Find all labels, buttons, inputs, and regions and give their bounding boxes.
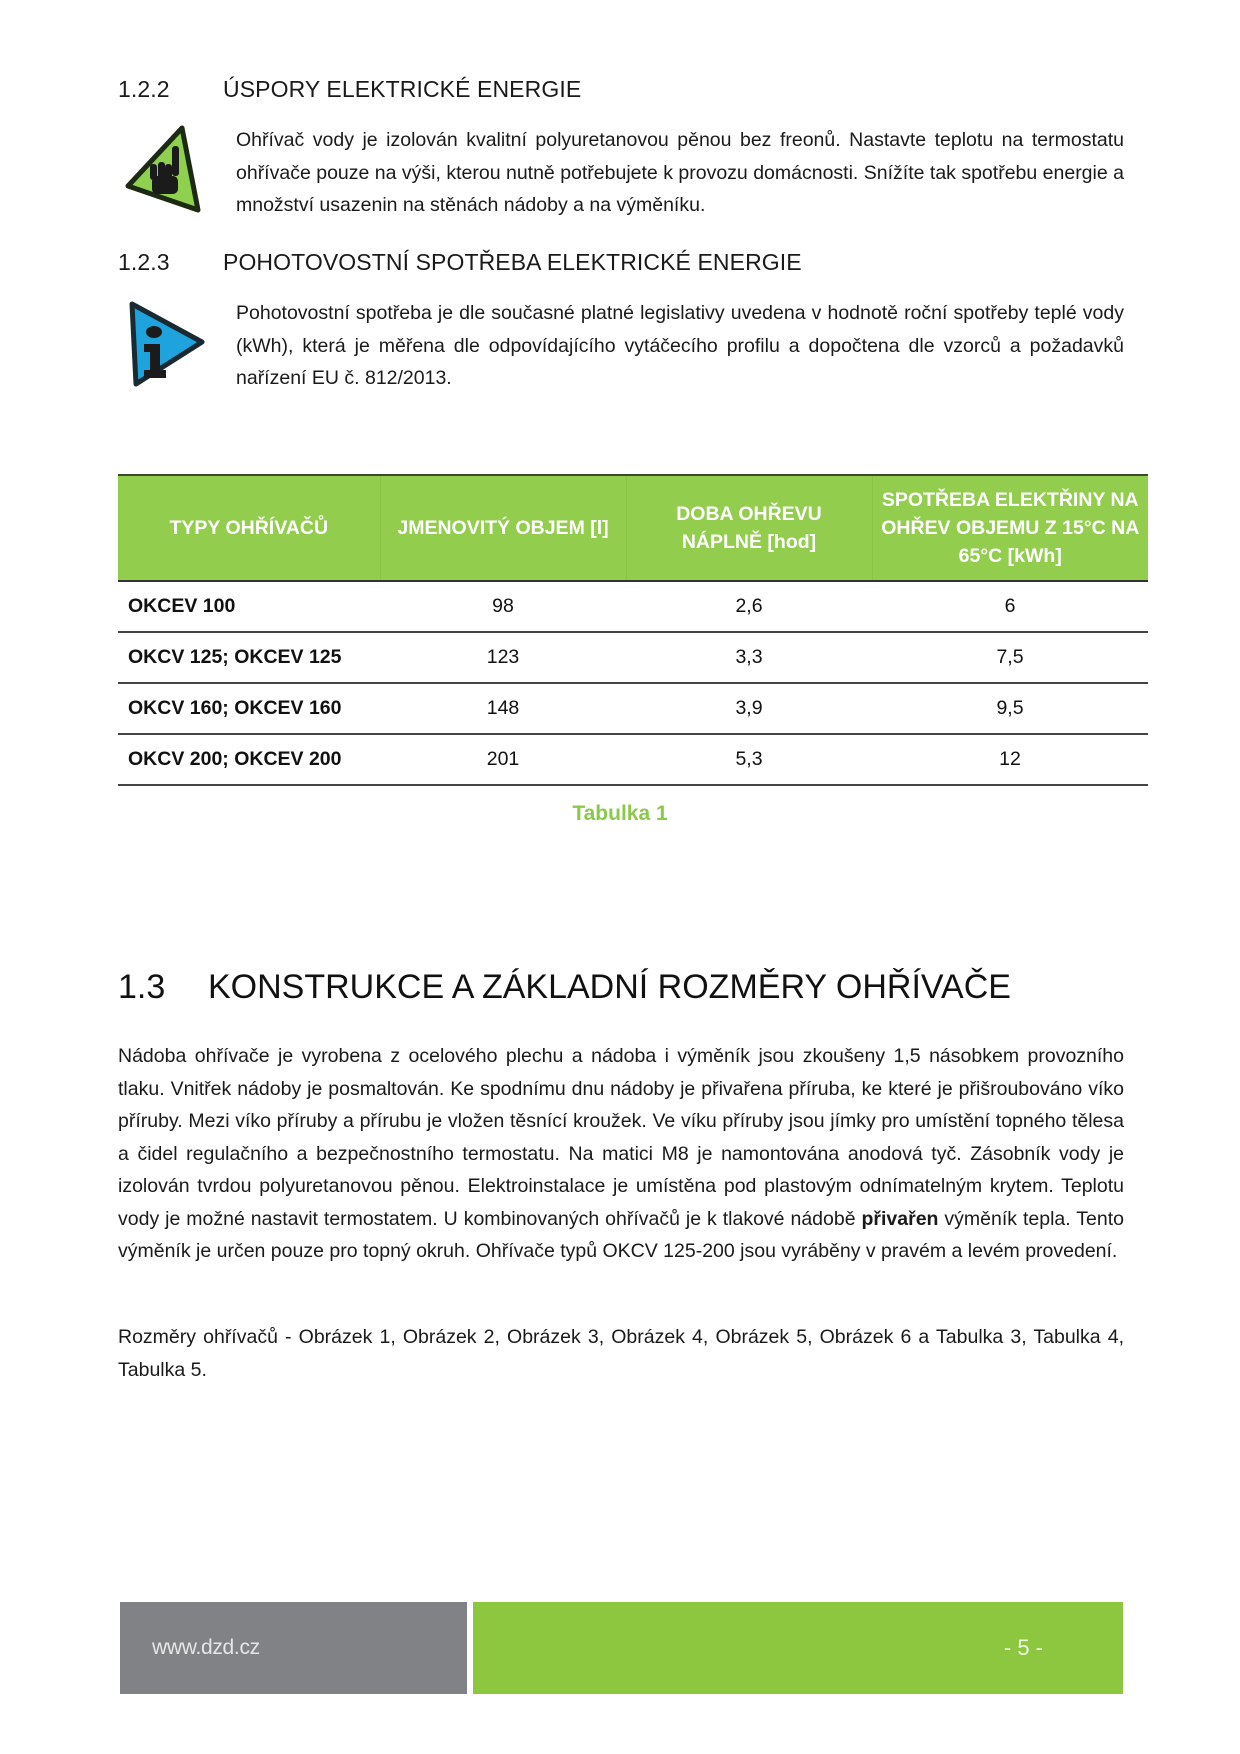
- header-heater-types: TYPY OHŘÍVAČŮ: [169, 517, 329, 539]
- section-number: 1.2.3: [118, 249, 170, 275]
- footer-website-link[interactable]: www.dzd.cz: [152, 1636, 260, 1659]
- section-number: 1.3: [118, 968, 166, 1006]
- cell-model: OKCV 160; OKCEV 160: [118, 683, 380, 734]
- bold-text: přivařen: [861, 1207, 939, 1230]
- footer-page-block: [473, 1602, 1123, 1694]
- cell-heating-time: 3,9: [626, 683, 872, 734]
- table-header-row: [118, 475, 1148, 581]
- section-title: POHOTOVOSTNÍ SPOTŘEBA ELEKTRICKÉ ENERGIE: [223, 249, 802, 275]
- hand-warning-icon: [122, 124, 206, 214]
- cell-energy: 6: [872, 581, 1148, 632]
- table-row: [118, 683, 1148, 734]
- cell-model: OKCEV 100: [118, 581, 380, 632]
- cell-volume: 201: [380, 734, 626, 785]
- cell-volume: 98: [380, 581, 626, 632]
- cell-energy: 12: [872, 734, 1148, 785]
- footer-website-block: [120, 1602, 467, 1694]
- page-number: - 5 -: [1003, 1635, 1043, 1660]
- section-1-2-3-heading: [118, 249, 802, 276]
- section-1-3-heading: [118, 968, 1011, 1007]
- cell-heating-time: 5,3: [626, 734, 872, 785]
- table-caption: Tabulka 1: [572, 802, 668, 825]
- section-title: ÚSPORY ELEKTRICKÉ ENERGIE: [223, 76, 582, 102]
- table-row: [118, 632, 1148, 683]
- table-row: [118, 734, 1148, 785]
- section-number: 1.2.2: [118, 76, 170, 102]
- table-row: [118, 581, 1148, 632]
- cell-model: OKCV 200; OKCEV 200: [118, 734, 380, 785]
- section-1-2-3-text: Pohotovostní spotřeba je dle současné platné legislativy uvedena v hodnotě roční spotřeby teplé vody (kWh), která je měřena dle odpovídajícího vytáčecího profilu a dopočtena dle vzorců a požadavků nařízení EU č. 812/2013.: [236, 302, 1124, 389]
- heater-table: [118, 474, 1148, 786]
- section-1-2-2-heading: [118, 76, 581, 103]
- cell-model: OKCV 125; OKCEV 125: [118, 632, 380, 683]
- cell-volume: 148: [380, 683, 626, 734]
- cell-energy: 9,5: [872, 683, 1148, 734]
- references-text: Rozměry ohřívačů - Obrázek 1, Obrázek 2, Obrázek 3, Obrázek 4, Obrázek 5, Obrázek 6 a Tabulka 3, Tabulka 4, Tabulka 5.: [118, 1326, 1124, 1381]
- info-icon: [124, 298, 208, 388]
- cell-energy: 7,5: [872, 632, 1148, 683]
- header-nominal-volume: JMENOVITÝ OBJEM [l]: [380, 475, 626, 581]
- section-title: KONSTRUKCE A ZÁKLADNÍ ROZMĚRY OHŘÍVAČE: [208, 968, 1011, 1006]
- header-energy-consumption: SPOTŘEBA ELEKTŘINY NA OHŘEV OBJEMU Z 15°C NA 65°C [kWh]: [872, 475, 1148, 581]
- cell-heating-time: 2,6: [626, 581, 872, 632]
- section-1-2-2-text: Ohřívač vody je izolován kvalitní polyuretanovou pěnou bez freonů. Nastavte teplotu na termostatu ohřívače pouze na výši, kterou nutně potřebujete k provozu domácnosti. Snížíte tak spotřebu energie a množství usazenin na stěnách nádoby a na výměníku.: [236, 129, 1124, 216]
- text-part: Nádoba ohřívače je vyrobena z ocelového plechu a nádoba i výměník jsou zkoušeny 1,5 násobkem provozního tlaku. Vnitřek nádoby je posmaltován. Ke spodnímu dnu nádoby je přivařena příruba, ke které je přišroubováno víko příruby. Mezi víko příruby a přírubu je vložen těsnící kroužek. Ve víku příruby jsou jímky pro umístění topného tělesa a čidel regulačního a bezpečnostního termostatu. Na matici M8 je namontována anodová tyč. Zásobník vody je izolován tvrdou polyuretanovou pěnou. Elektroinstalace je umístěna pod plastovým odnímatelným krytem. Teplotu vody je možné nastavit termostatem. U kombinovaných ohřívačů je k tlakové nádobě: [118, 1045, 1124, 1230]
- header-heating-time: DOBA OHŘEVU NÁPLNĚ [hod]: [626, 475, 872, 581]
- cell-volume: 123: [380, 632, 626, 683]
- section-1-3-text: [118, 1040, 1124, 1268]
- cell-heating-time: 3,3: [626, 632, 872, 683]
- text-part: výměník tepla. Tento výměník je určen pouze pro topný okruh. Ohřívače typů OKCV 125-200 jsou vyráběny v pravém a levém provedení.: [118, 1207, 1124, 1262]
